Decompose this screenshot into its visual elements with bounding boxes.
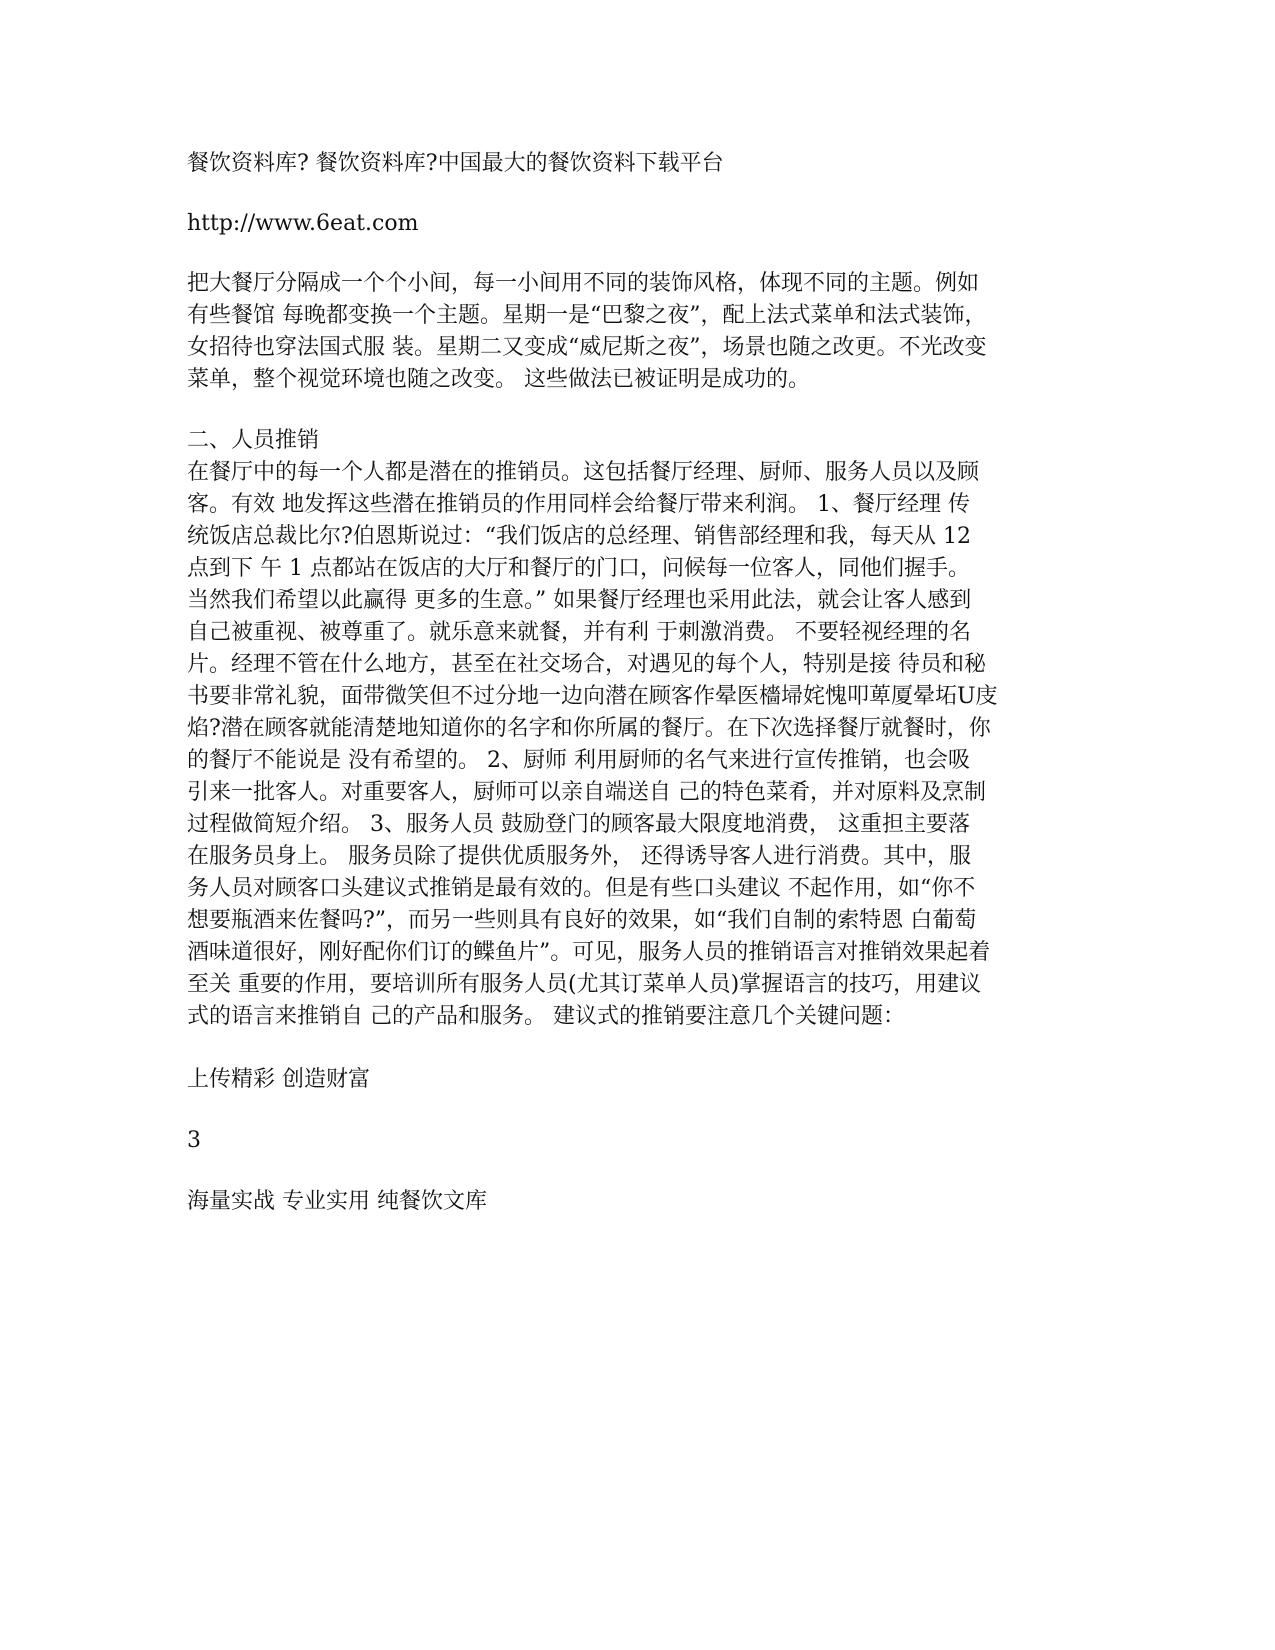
header-url: http://www.6eat.com — [187, 211, 419, 236]
section-body-paragraph — [187, 457, 1087, 1033]
body-line: 书要非常礼貌，面带微笑但不过分地一边向潜在顾客作晕医檣埽姹愧叩萆厦晕坧U庋 — [187, 684, 998, 709]
body-line: 引来一批客人。对重要客人，厨师可以亲自端送自 己的特色菜肴，并对原料及烹制 — [187, 780, 986, 805]
intro-line: 菜单，整个视觉环境也随之改变。 这些做法已被证明是成功的。 — [187, 367, 810, 392]
intro-line: 把大餐厅分隔成一个个小间，每一小间用不同的装饰风格，体现不同的主题。例如 — [187, 271, 980, 296]
body-line: 的餐厅不能说是 没有希望的。 2、厨师 利用厨师的名气来进行宣传推销，也会吸 — [187, 748, 970, 773]
body-line: 至关 重要的作用，要培训所有服务人员(尤其订菜单人员)掌握语言的技巧，用建议 — [187, 972, 982, 997]
intro-paragraph — [187, 268, 1087, 396]
body-line: 片。经理不管在什么地方，甚至在社交场合，对遇见的每个人，特别是接 待员和秘 — [187, 652, 986, 677]
body-line: 点到下 午 1 点都站在饭店的大厅和餐厅的门口，问候每一位客人，同他们握手。 — [187, 556, 970, 581]
body-line: 统饭店总裁比尔?伯恩斯说过：“我们饭店的总经理、销售部经理和我，每天从 12 — [187, 524, 972, 549]
body-line: 式的语言来推销自 己的产品和服务。 建议式的推销要注意几个关键问题： — [187, 1004, 905, 1029]
body-line: 自己被重视、被尊重了。就乐意来就餐，并有利 于刺激消费。 不要轻视经理的名 — [187, 620, 971, 645]
body-line: 务人员对顾客口头建议式推销是最有效的。但是有些口头建议 不起作用，如“你不 — [187, 876, 976, 901]
body-line: 在餐厅中的每一个人都是潜在的推销员。这包括餐厅经理、厨师、服务人员以及顾 — [187, 460, 980, 485]
intro-line: 有些餐馆 每晚都变换一个主题。星期一是“巴黎之夜”，配上法式菜单和法式装饰， — [187, 303, 987, 328]
body-line: 想要瓶酒来佐餐吗?”，而另一些则具有良好的效果，如“我们自制的索特恩 白葡萄 — [187, 908, 977, 933]
section-heading: 二、人员推销 — [187, 428, 320, 453]
body-line: 过程做简短介绍。 3、服务人员 鼓励登门的顾客最大限度地消费， 这重担主要落 — [187, 812, 970, 837]
body-line: 客。有效 地发挥这些潜在推销员的作用同样会给餐厅带来利润。 1、餐厅经理 传 — [187, 492, 970, 517]
body-line: 在服务员身上。 服务员除了提供优质服务外， 还得诱导客人进行消费。其中，服 — [187, 844, 971, 869]
body-line: 焰?潜在顾客就能清楚地知道你的名字和你所属的餐厅。在下次选择餐厅就餐时，你 — [187, 716, 991, 741]
footer-tagline: 海量实战 专业实用 纯餐饮文库 — [187, 1189, 487, 1214]
body-line: 酒味道很好，刚好配你们订的鲽鱼片”。可见，服务人员的推销语言对推销效果起着 — [187, 940, 991, 965]
header-title: 餐饮资料库? 餐饮资料库?中国最大的餐饮资料下载平台 — [187, 151, 724, 176]
page-number: 3 — [187, 1128, 201, 1153]
body-line: 当然我们希望以此赢得 更多的生意。” 如果餐厅经理也采用此法，就会让客人感到 — [187, 588, 972, 613]
footer-slogan: 上传精彩 创造财富 — [187, 1067, 370, 1092]
intro-line: 女招待也穿法国式服 装。星期二又变成“威尼斯之夜”，场景也随之改更。不光改变 — [187, 335, 987, 360]
